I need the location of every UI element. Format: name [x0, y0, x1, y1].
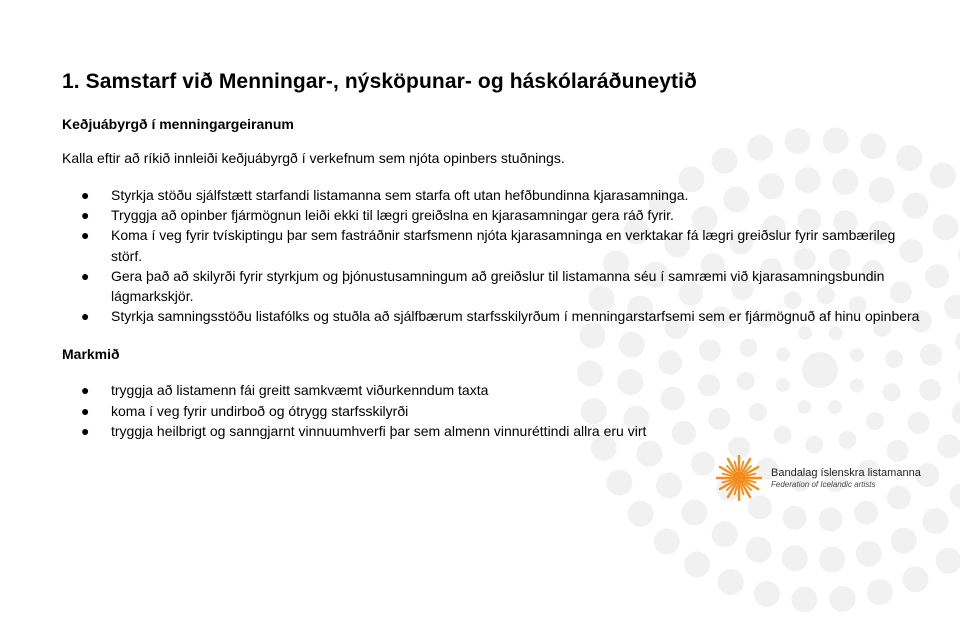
- list-item: ● koma í veg fyrir undirboð og ótrygg starfsskilyrði: [62, 401, 922, 421]
- bullet-icon: ●: [81, 402, 90, 419]
- list-item: ● tryggja heilbrigt og sanngjarnt vinnuumhverfi þar sem almenn vinnuréttindi allra eru virt: [62, 421, 922, 441]
- list-item: ● Styrkja stöðu sjálfstætt starfandi listamanna sem starfa oft utan hefðbundinna kjarasamninga.: [62, 185, 922, 205]
- organization-logo: [716, 455, 921, 501]
- slide-title: 1. Samstarf við Menningar-, nýsköpunar- og háskólaráðuneytið: [62, 70, 697, 93]
- bullet-list-goals: [62, 380, 922, 441]
- list-item: ● Styrkja samningsstöðu listafólks og stuðla að sjálfbærum starfsskilyrðum í menningarstarfsemi sem er fjármögnuð af hinu opinbera: [62, 306, 922, 326]
- slide-content: [62, 70, 922, 461]
- section-heading-goals: Markmið: [62, 346, 120, 363]
- bullet-list-measures: [62, 185, 922, 326]
- bullet-icon: ●: [81, 207, 90, 224]
- logo-name: Bandalag íslenskra listamanna: [771, 467, 921, 479]
- sunburst-logo-icon: [716, 455, 762, 501]
- list-item: ● tryggja að listamenn fái greitt samkvæmt viðurkenndum taxta: [62, 380, 922, 400]
- bullet-icon: ●: [81, 422, 90, 439]
- bullet-icon: ●: [81, 267, 90, 284]
- bullet-icon: ●: [81, 382, 90, 399]
- bullet-icon: ●: [81, 227, 90, 244]
- bullet-icon: ●: [81, 308, 90, 325]
- bullet-icon: ●: [81, 187, 90, 203]
- logo-subtitle: Federation of Icelandic artists: [771, 480, 876, 489]
- list-item: ● Tryggja að opinber fjármögnun leiði ekki til lægri greiðslna en kjarasamningar gera ráð fyrir.: [62, 205, 922, 225]
- intro-paragraph: Kalla eftir að ríkið innleiði keðjuábyrgð í verkefnum sem njóta opinbers stuðnings.: [62, 150, 565, 166]
- list-item: ● Gera það að skilyrði fyrir styrkjum og þjónustusamningum að greiðslur til listamanna séu í samræmi við kjarasamningsbundin lágmarkskjör.: [81, 267, 885, 305]
- list-item: ● Koma í veg fyrir tvískiptingu þar sem fastráðnir starfsmenn njóta kjarasamninga en verktakar fá lægri greiðslur fyrir sambærileg störf.: [81, 227, 896, 264]
- section-heading-supply-chain: Keðjuábyrgð í menningargeiranum: [62, 116, 294, 132]
